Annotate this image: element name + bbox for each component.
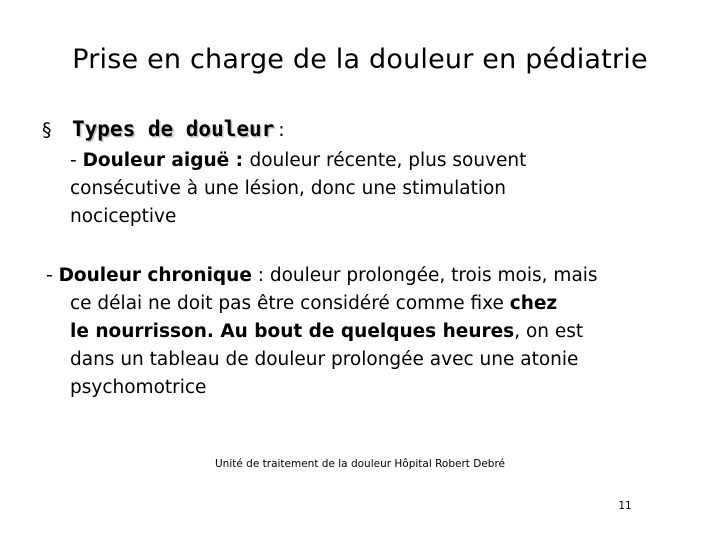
acute-pain-colon: :	[229, 150, 250, 171]
acute-pain-line-1	[70, 147, 650, 175]
bullet-types-de-douleur	[42, 117, 285, 141]
chronic-pain-emphasis-2: le nourrisson. Au bout de quelques heures	[70, 321, 515, 342]
acute-pain-line-2: consécutive à une lésion, donc une stimulation	[70, 178, 507, 199]
acute-pain-line-3: nociceptive	[70, 206, 177, 227]
acute-pain-dash: -	[70, 150, 83, 171]
chronic-pain-line-4: dans un tableau de douleur prolongée avec une atonie	[70, 349, 579, 370]
footer-source: Unité de traitement de la douleur Hôpital Robert Debré	[215, 458, 505, 470]
chronic-pain-line-1	[46, 262, 696, 290]
chronic-pain-line-5: psychomotrice	[70, 377, 207, 398]
chronic-pain-line-2	[46, 290, 696, 318]
chronic-pain-paragraph	[46, 262, 696, 402]
chronic-pain-term: Douleur chronique	[58, 265, 252, 286]
bullet-heading: Types de douleur	[72, 117, 275, 141]
acute-pain-text-1: douleur récente, plus souvent	[249, 150, 527, 171]
chronic-pain-emphasis-1: chez	[509, 293, 558, 314]
chronic-pain-text-2: ce délai ne doit pas être considéré comme fixe	[70, 293, 510, 314]
chronic-pain-colon: :	[251, 265, 270, 286]
bullet-marker: §	[42, 119, 52, 141]
chronic-pain-dash: -	[46, 265, 59, 286]
slide-title: Prise en charge de la douleur en pédiatrie	[72, 44, 648, 75]
acute-pain-paragraph	[70, 147, 650, 231]
chronic-pain-text-1: douleur prolongée, trois mois, mais	[269, 265, 598, 286]
acute-pain-term: Douleur aiguë	[82, 150, 230, 171]
bullet-colon: :	[278, 119, 285, 141]
slide-number: 11	[618, 500, 632, 512]
chronic-pain-text-3: , on est	[514, 321, 584, 342]
chronic-pain-line-3	[46, 318, 696, 346]
